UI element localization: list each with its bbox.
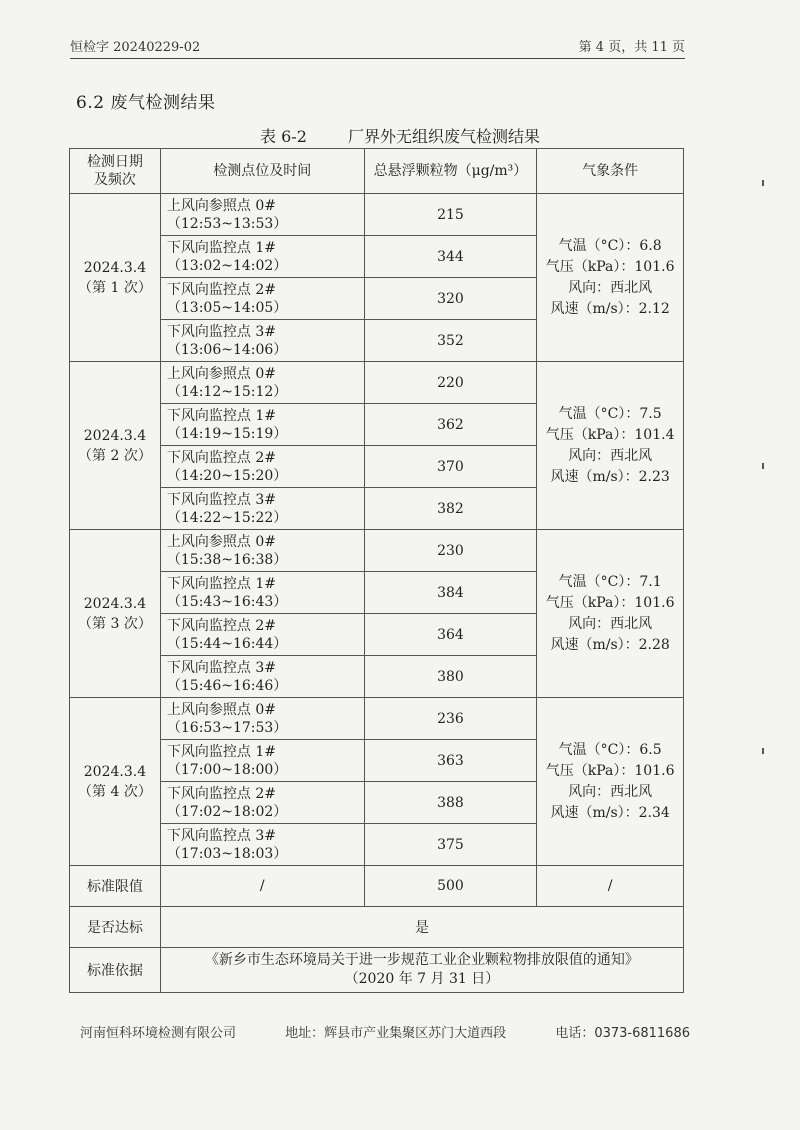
sampling-frequency: （第 2 次）: [78, 447, 152, 464]
sampling-time: （14:19~15:19）: [166, 425, 288, 442]
monitoring-point: 下风向监控点 3#: [166, 491, 276, 508]
weather-condition: 气温（°C）：7.1: [558, 573, 662, 590]
weather-condition: 气温（°C）：6.8: [558, 237, 662, 254]
margin-mark: [762, 180, 764, 186]
basis-label: 标准依据: [70, 948, 161, 993]
sampling-date: 2024.3.4: [83, 259, 147, 276]
monitoring-point-cell: [160, 320, 364, 362]
monitoring-point: 下风向监控点 2#: [166, 281, 276, 298]
table-title: 厂界外无组织废气检测结果: [347, 127, 540, 146]
monitoring-point: 下风向监控点 1#: [166, 407, 276, 424]
table-body: [70, 194, 684, 866]
monitoring-point-cell: [160, 446, 364, 488]
tsp-value: 220: [364, 362, 537, 404]
weather-condition: 风速（m/s）：2.12: [550, 300, 670, 317]
weather-condition: 气压（kPa）：101.6: [545, 258, 675, 275]
standard-limit-row: [70, 866, 684, 907]
tsp-value: 362: [364, 404, 537, 446]
monitoring-point: 下风向监控点 2#: [166, 449, 276, 466]
sampling-date-cell: [70, 194, 161, 362]
monitoring-point: 下风向监控点 1#: [166, 239, 276, 256]
sampling-date-cell: [70, 362, 161, 530]
monitoring-point-cell: [160, 698, 364, 740]
footer-company: 河南恒科环境检测有限公司: [80, 1026, 237, 1041]
basis-line-2: （2020 年 7 月 31 日）: [344, 971, 500, 987]
weather-condition: 气压（kPa）：101.6: [545, 594, 675, 611]
weather-condition: 风速（m/s）：2.28: [550, 636, 670, 653]
monitoring-point-cell: [160, 656, 364, 698]
monitoring-point-cell: [160, 824, 364, 866]
weather-condition: 气压（kPa）：101.4: [545, 426, 675, 443]
standard-limit-weather: /: [537, 866, 684, 907]
weather-condition: 气温（°C）：6.5: [558, 741, 662, 758]
monitoring-point-cell: [160, 572, 364, 614]
monitoring-point: 下风向监控点 2#: [166, 785, 276, 802]
weather-condition: 气压（kPa）：101.6: [545, 762, 675, 779]
table-row: [70, 194, 684, 236]
sampling-date-cell: [70, 530, 161, 698]
sampling-time: （13:05~14:05）: [166, 299, 288, 316]
tsp-value: 320: [364, 278, 537, 320]
page-indicator: 第 4 页，共 11 页: [578, 40, 685, 55]
tsp-value: 344: [364, 236, 537, 278]
tsp-value: 363: [364, 740, 537, 782]
monitoring-point-cell: [160, 404, 364, 446]
monitoring-point: 下风向监控点 1#: [166, 743, 276, 760]
table-caption: [0, 124, 800, 147]
margin-mark: [762, 463, 764, 469]
sampling-time: （17:03~18:03）: [166, 845, 288, 862]
tsp-value: 215: [364, 194, 537, 236]
sampling-frequency: （第 3 次）: [78, 615, 152, 632]
sampling-time: （15:38~16:38）: [166, 551, 288, 568]
header-weather: 气象条件: [537, 149, 684, 194]
tsp-value: 352: [364, 320, 537, 362]
standard-limit-label: 标准限值: [70, 866, 161, 907]
monitoring-point: 上风向参照点 0#: [166, 533, 276, 550]
monitoring-point: 下风向监控点 3#: [166, 659, 276, 676]
sampling-frequency: （第 4 次）: [78, 783, 152, 800]
document-number: 恒检字 20240229-02: [70, 40, 201, 55]
weather-condition: 风向：西北风: [568, 279, 653, 296]
sampling-time: （17:02~18:02）: [166, 803, 288, 820]
compliance-label: 是否达标: [70, 907, 161, 948]
compliance-value: 是: [160, 907, 683, 948]
monitoring-point-cell: [160, 362, 364, 404]
basis-row: [70, 948, 684, 993]
footer-address: 地址：辉县市产业集聚区苏门大道西段: [285, 1026, 507, 1041]
weather-conditions-cell: [537, 698, 684, 866]
weather-condition: 风向：西北风: [568, 615, 653, 632]
monitoring-point-cell: [160, 740, 364, 782]
tsp-value: 370: [364, 446, 537, 488]
tsp-value: 375: [364, 824, 537, 866]
monitoring-point: 上风向参照点 0#: [166, 365, 276, 382]
table-row: [70, 530, 684, 572]
basis-line-1: 《新乡市生态环境局关于进一步规范工业企业颗粒物排放限值的通知》: [204, 952, 639, 968]
sampling-date: 2024.3.4: [83, 763, 147, 780]
monitoring-point-cell: [160, 530, 364, 572]
weather-condition: 风速（m/s）：2.34: [550, 804, 670, 821]
header-tsp: 总悬浮颗粒物（μg/m³）: [364, 149, 537, 194]
sampling-date: 2024.3.4: [83, 595, 147, 612]
weather-condition: 风向：西北风: [568, 447, 653, 464]
sampling-time: （13:02~14:02）: [166, 257, 288, 274]
weather-condition: 风向：西北风: [568, 783, 653, 800]
sampling-time: （15:43~16:43）: [166, 593, 288, 610]
monitoring-point: 下风向监控点 3#: [166, 827, 276, 844]
sampling-time: （14:20~15:20）: [166, 467, 288, 484]
sampling-time: （14:22~15:22）: [166, 509, 288, 526]
tsp-value: 384: [364, 572, 537, 614]
standard-limit-location: /: [160, 866, 364, 907]
margin-mark: [762, 748, 764, 754]
table-number: 表 6-2: [260, 127, 307, 146]
monitoring-point: 下风向监控点 2#: [166, 617, 276, 634]
sampling-time: （12:53~13:53）: [166, 215, 288, 232]
header-date: 检测日期 及频次: [70, 149, 161, 194]
footer-phone: 电话：0373-6811686: [555, 1026, 690, 1041]
sampling-time: （17:00~18:00）: [166, 761, 288, 778]
sampling-time: （15:46~16:46）: [166, 677, 288, 694]
table-header-row: [70, 149, 684, 194]
weather-conditions-cell: [537, 194, 684, 362]
monitoring-point-cell: [160, 782, 364, 824]
monitoring-point-cell: [160, 488, 364, 530]
section-title: 6.2 废气检测结果: [76, 93, 216, 113]
sampling-frequency: （第 1 次）: [78, 279, 152, 296]
tsp-value: 388: [364, 782, 537, 824]
monitoring-point-cell: [160, 236, 364, 278]
header-location: 检测点位及时间: [160, 149, 364, 194]
tsp-value: 380: [364, 656, 537, 698]
weather-condition: 风速（m/s）：2.23: [550, 468, 670, 485]
results-table: [69, 148, 684, 993]
monitoring-point-cell: [160, 278, 364, 320]
standard-limit-value: 500: [364, 866, 537, 907]
monitoring-point: 上风向参照点 0#: [166, 701, 276, 718]
sampling-date: 2024.3.4: [83, 427, 147, 444]
monitoring-point-cell: [160, 614, 364, 656]
page-header: [70, 36, 685, 59]
sampling-time: （14:12~15:12）: [166, 383, 288, 400]
tsp-value: 364: [364, 614, 537, 656]
sampling-date-cell: [70, 698, 161, 866]
tsp-value: 236: [364, 698, 537, 740]
sampling-time: （16:53~17:53）: [166, 719, 288, 736]
monitoring-point-cell: [160, 194, 364, 236]
weather-conditions-cell: [537, 530, 684, 698]
tsp-value: 230: [364, 530, 537, 572]
basis-value: [160, 948, 683, 993]
monitoring-point: 上风向参照点 0#: [166, 197, 276, 214]
compliance-row: [70, 907, 684, 948]
monitoring-point: 下风向监控点 1#: [166, 575, 276, 592]
monitoring-point: 下风向监控点 3#: [166, 323, 276, 340]
table-row: [70, 698, 684, 740]
sampling-time: （15:44~16:44）: [166, 635, 288, 652]
sampling-time: （13:06~14:06）: [166, 341, 288, 358]
weather-conditions-cell: [537, 362, 684, 530]
table-row: [70, 362, 684, 404]
weather-condition: 气温（°C）：7.5: [558, 405, 662, 422]
tsp-value: 382: [364, 488, 537, 530]
page-footer: [80, 1022, 690, 1041]
